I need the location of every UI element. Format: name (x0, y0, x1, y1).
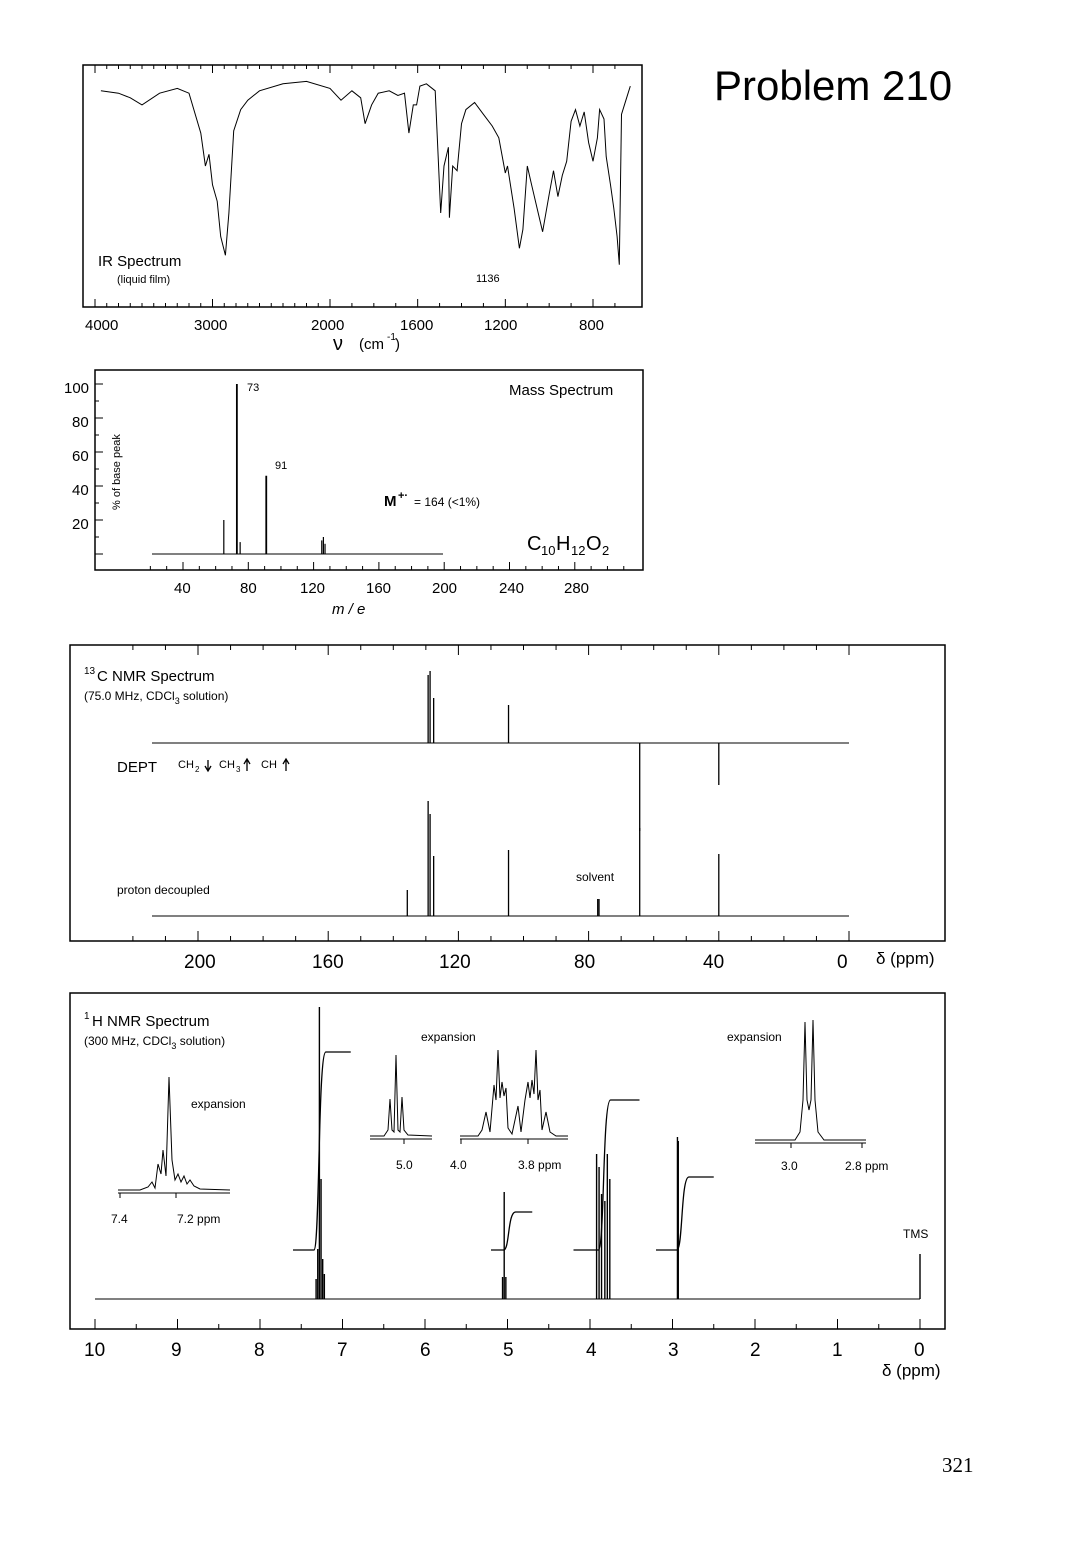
ms-ylabel: % of base peak (111, 434, 123, 510)
h1-integral (491, 1212, 532, 1250)
h1-title-sup: 1 (84, 1011, 90, 1022)
ms-xtick-label: 40 (174, 580, 191, 597)
ir-tick-label: 3000 (194, 317, 228, 334)
ir-tick-label: 1200 (484, 317, 518, 334)
c13-decoupled-peaks (407, 801, 719, 916)
expansion-tick-label: 2.8 ppm (845, 1159, 889, 1173)
ms-xtick-label: 80 (240, 580, 257, 597)
ms-molecular-ion-sup: +· (398, 490, 409, 502)
ms-xtick-label: 160 (366, 580, 392, 597)
expansion-tick-label: 3.8 ppm (518, 1158, 562, 1172)
c13-subtitle: (75.0 MHz, CDCl$_3$ solution) (84, 689, 229, 706)
expansion-label: expansion (727, 1030, 782, 1044)
h1-subtitle: (300 MHz, CDCl$_3$ solution) (84, 1034, 226, 1051)
formula-h: H (556, 533, 571, 555)
ms-ytick-label: 100 (64, 380, 90, 397)
ms-xtick-label: 200 (432, 580, 458, 597)
dept-down-arrow-icon (205, 760, 211, 771)
c13-tick-label: 200 (184, 952, 216, 973)
h1-integrals (293, 1052, 714, 1250)
ir-xlabel-unit: (cm (359, 336, 384, 353)
dept-up-arrow-icon (283, 759, 289, 771)
expansion-tick-label: 4.0 (450, 1158, 467, 1172)
ms-ytick-label: 20 (72, 516, 89, 533)
ir-xlabel-unit-exp: -1 (387, 332, 396, 343)
h1-tick-label: 2 (750, 1340, 761, 1361)
c13-ticks (133, 645, 849, 941)
expansion-trace (370, 1055, 432, 1136)
page-title: Problem 210 (714, 62, 953, 109)
ms-ytick-label: 60 (72, 448, 89, 465)
c13-xlabel: δ (ppm) (876, 949, 935, 968)
ms-ytick-label: 80 (72, 414, 89, 431)
ir-tick-label: 1600 (400, 317, 434, 334)
ir-xlabel-unit-close: ) (395, 336, 400, 353)
ir-annotation-1136: 1136 (476, 273, 500, 285)
c13-title-sup: 13 (84, 666, 96, 677)
ms-molecular-ion-symbol: M (384, 493, 397, 510)
ms-ytick-label: 40 (72, 482, 89, 499)
c13-decoupled-label: proton decoupled (117, 883, 210, 897)
ir-spectrum (83, 65, 642, 355)
ir-frame (83, 65, 642, 307)
c13-tick-label: 160 (312, 952, 344, 973)
h1-xlabel: δ (ppm) (882, 1361, 941, 1380)
h1-tms-label: TMS (903, 1227, 929, 1241)
c13-tick-label: 80 (574, 952, 596, 973)
dept-ch-label: CH (261, 759, 277, 771)
h1-tick-label: 10 (84, 1340, 106, 1361)
ms-peak-label: 91 (275, 460, 288, 472)
expansion-tick-label: 5.0 (396, 1158, 413, 1172)
h1-peaks (316, 1007, 920, 1299)
expansion-tick-label: 3.0 (781, 1159, 798, 1173)
formula-h-sub: 12 (571, 543, 586, 558)
h1-tick-label: 0 (914, 1340, 925, 1361)
expansion-label: expansion (421, 1030, 476, 1044)
expansion-tick-label: 7.4 (111, 1212, 128, 1226)
expansion-label: expansion (191, 1097, 246, 1111)
page-number: 321 (942, 1453, 974, 1477)
h1-tick-label: 3 (668, 1340, 679, 1361)
mass-spectrum (64, 370, 643, 618)
h1-integral (656, 1177, 714, 1250)
ir-subtitle: (liquid film) (117, 274, 171, 286)
ir-tick-label: 2000 (311, 317, 345, 334)
c13-dept-peaks (428, 671, 719, 831)
dept-ch3-label: CH (219, 759, 235, 771)
ir-trace (101, 81, 630, 264)
c13-title: C NMR Spectrum (97, 668, 215, 685)
expansion-tick-label: 7.2 ppm (177, 1212, 221, 1226)
h1-tick-label: 5 (503, 1340, 514, 1361)
h1-tick-label: 1 (832, 1340, 843, 1361)
ms-xtick-label: 240 (499, 580, 525, 597)
h1-tick-label: 7 (337, 1340, 348, 1361)
c13-dept-label: DEPT (117, 759, 158, 776)
dept-ch3-sub: 3 (236, 765, 241, 774)
formula-o-sub: 2 (602, 543, 610, 558)
ms-xlabel: m / e (332, 601, 366, 618)
formula-c-sub: 10 (541, 543, 556, 558)
c13-dept-legend (178, 759, 289, 774)
h1-integral (574, 1100, 640, 1250)
ir-tick-label: 4000 (85, 317, 119, 334)
dept-ch2-label: CH (178, 759, 194, 771)
ms-xtick-label: 280 (564, 580, 590, 597)
c13-nmr-spectrum (70, 645, 945, 973)
formula-c: C (527, 533, 542, 555)
h1-ticks (95, 1319, 920, 1329)
h1-tick-label: 8 (254, 1340, 265, 1361)
formula-o: O (586, 533, 602, 555)
ir-title: IR Spectrum (98, 253, 182, 270)
h1-expansion-middle (370, 1030, 568, 1172)
ms-formula (527, 533, 609, 558)
dept-ch2-sub: 2 (195, 765, 200, 774)
expansion-trace (118, 1077, 230, 1190)
ms-molecular-ion-value: = 164 (<1%) (414, 495, 481, 509)
expansion-trace (460, 1050, 568, 1136)
c13-solvent-label: solvent (576, 870, 615, 884)
h1-tick-label: 4 (586, 1340, 597, 1361)
h1-integral (293, 1052, 351, 1250)
ms-xtick-label: 120 (300, 580, 326, 597)
ms-peak-label: 73 (247, 382, 260, 394)
h1-tick-label: 6 (420, 1340, 431, 1361)
ir-ticks (95, 65, 615, 307)
c13-tick-label: 120 (439, 952, 471, 973)
h1-title: H NMR Spectrum (92, 1013, 210, 1030)
h1-nmr-spectrum (70, 993, 945, 1380)
ir-tick-label: 800 (579, 317, 605, 334)
c13-tick-label: 40 (703, 952, 725, 973)
dept-up-arrow-icon (244, 759, 250, 771)
ms-title: Mass Spectrum (509, 382, 614, 399)
h1-expansion-right (727, 1020, 888, 1173)
c13-tick-label: 0 (837, 952, 848, 973)
ir-xlabel-symbol: ν (333, 333, 343, 355)
h1-expansion-aromatic (111, 1077, 246, 1226)
h1-tick-label: 9 (171, 1340, 182, 1361)
